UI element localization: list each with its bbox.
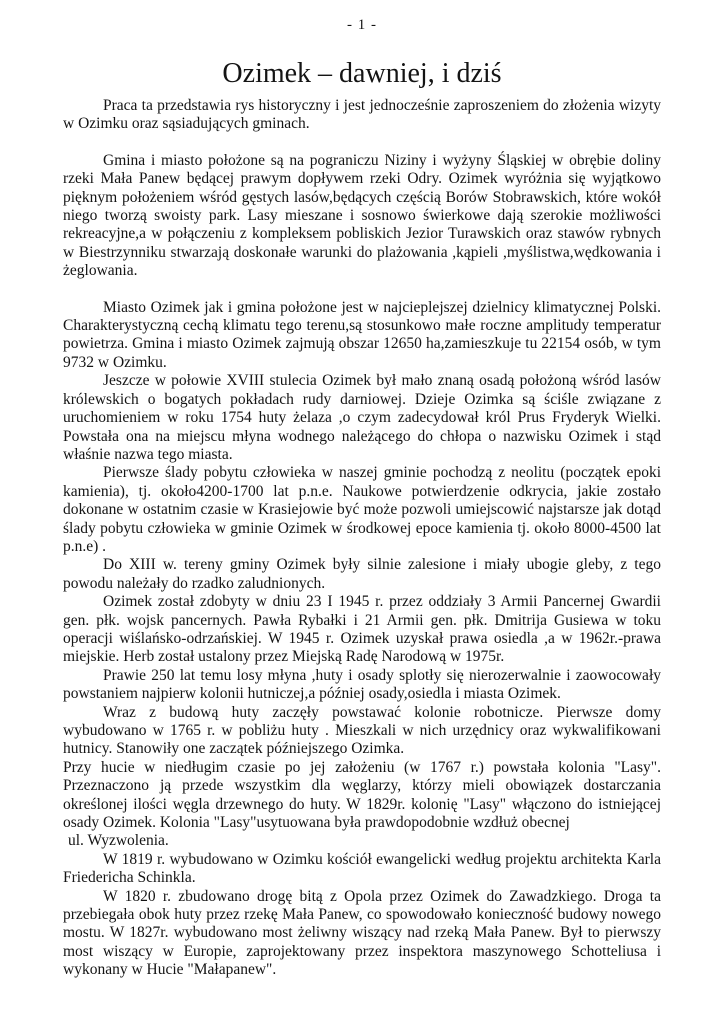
page-number: - 1 - [347, 17, 377, 33]
paragraph-5: Pierwsze ślady pobytu człowieka w naszej gminie pochodzą z neolitu (początek epoki kamienia), tj. około4200-1700 lat p.n.e. Naukowe potwierdzenie odkrycia, jakie zostało dokonane w ostatnim czasie w Krasiejowie być może pozwoli umiejscowić najstarsze jak dotąd ślady pobytu człowieka w gminie Ozimek w środkowej epoce kamienia tj. około 8000-4500 lat p.n.e) . [63, 464, 661, 555]
paragraph-7: Ozimek został zdobyty w dniu 23 I 1945 r. przez oddziały 3 Armii Pancernej Gwardii gen. płk. wojsk pancernych. Pawła Rybałki i 21 Armii gen. płk. Dmitrija Gusiewa w toku operacji wiślańsko-odrzańskiej. W 1945 r. Ozimek uzyskał prawa osiedla ,a w 1962r.-prawa miejskie. Herb został ustalony przez Miejską Radę Narodową w 1975r. [63, 593, 661, 666]
paragraph-13: W 1820 r. zbudowano drogę bitą z Opola przez Ozimek do Zawadzkiego. Droga ta przebiegała obok huty przez rzekę Mała Panew, co spowodowało konieczność budowy nowego mostu. W 1827r. wybudowano most żeliwny wiszący nad rzeką Mała Panew. Był to pierwszy most wiszący w Europie, zaprojektowany przez inspektora maszynowego Schotteliusa i wykonany w Hucie "Małapanew". [63, 887, 661, 979]
paragraph-1: Praca ta przedstawia rys historyczny i jest jednocześnie zaproszeniem do złożenia wizyty w Ozimku oraz sąsiadujących gminach. [63, 97, 661, 133]
document-body [63, 97, 661, 980]
paragraph-12: W 1819 r. wybudowano w Ozimku kościół ewangelicki według projektu architekta Karla Friedericha Schinkla. [63, 850, 661, 887]
document-title: Ozimek – dawniej, i dziś [222, 58, 502, 89]
paragraph-8: Prawie 250 lat temu losy młyna ,huty i osady splotły się nierozerwalnie i zaowocowały powstaniem najpierw kolonii hutniczej,a później osady,osiedla i miasta Ozimek. [63, 666, 661, 703]
paragraph-4: Jeszcze w połowie XVIII stulecia Ozimek był mało znaną osadą położoną wśród lasów królewskich o bogatych pokładach rudy darniowej. Dzieje Ozimka są ściśle związane z uruchomieniem w roku 1754 huty żelaza ,o czym zadecydował król Prus Fryderyk Wielki. Powstała ona na miejscu młyna wodnego należącego do chłopa o nazwisku Ozimek i stąd właśnie nazwa tego miasta. [63, 372, 661, 463]
paragraph-10: Przy hucie w niedługim czasie po jej założeniu (w 1767 r.) powstała kolonia "Lasy". Przeznaczono ją przede wszystkim dla węglarzy, którzy mieli obowiązek dostarczania określonej ilości węgla drzewnego do huty. W 1829r. kolonię "Lasy" włączono do istniejącej osady Ozimek. Kolonia "Lasy"usytuowana była prawdopodobnie wzdłuż obecnej [63, 758, 661, 832]
paragraph-11-street-line: ul. Wyzwolenia. [68, 832, 169, 850]
paragraph-2: Gmina i miasto położone są na pograniczu Niziny i wyżyny Śląskiej w obrębie doliny rzeki Mała Panew będącej prawym dopływem rzeki Odry. Ozimek wyróżnia się wyjątkowo pięknym położeniem wśród gęstych lasów,będących częścią Borów Stobrawskich, które wokół niego tworzą swoisty park. Lasy mieszane i sosnowo świerkowe dają szerokie możliwości rekreacyjne,a w połączeniu z kompleksem pobliskich Jezior Turawskich oraz stawów rybnych w Biestrzynniku stwarzają doskonałe warunki do plażowania ,kąpieli ,myślistwa,wędkowania i żeglowania. [63, 151, 661, 280]
paragraph-6: Do XIII w. tereny gminy Ozimek były silnie zalesione i miały ubogie gleby, z tego powodu należały do rzadko zaludnionych. [63, 556, 661, 592]
paragraph-9: Wraz z budową huty zaczęły powstawać kolonie robotnicze. Pierwsze domy wybudowano w 1765 r. w pobliżu huty . Mieszkali w nich urzędnicy oraz wykwalifikowani hutnicy. Stanowiły one zaczątek późniejszego Ozimka. [63, 703, 661, 758]
paragraph-3: Miasto Ozimek jak i gmina położone jest w najcieplejszej dzielnicy klimatycznej Polski. Charakterystyczną cechą klimatu tego terenu,są stosunkowo małe roczne amplitudy temperatur powietrza. Gmina i miasto Ozimek zajmują obszar 12650 ha,zamieszkuje tu 22154 osób, w tym 9732 w Ozimku. [63, 298, 661, 371]
